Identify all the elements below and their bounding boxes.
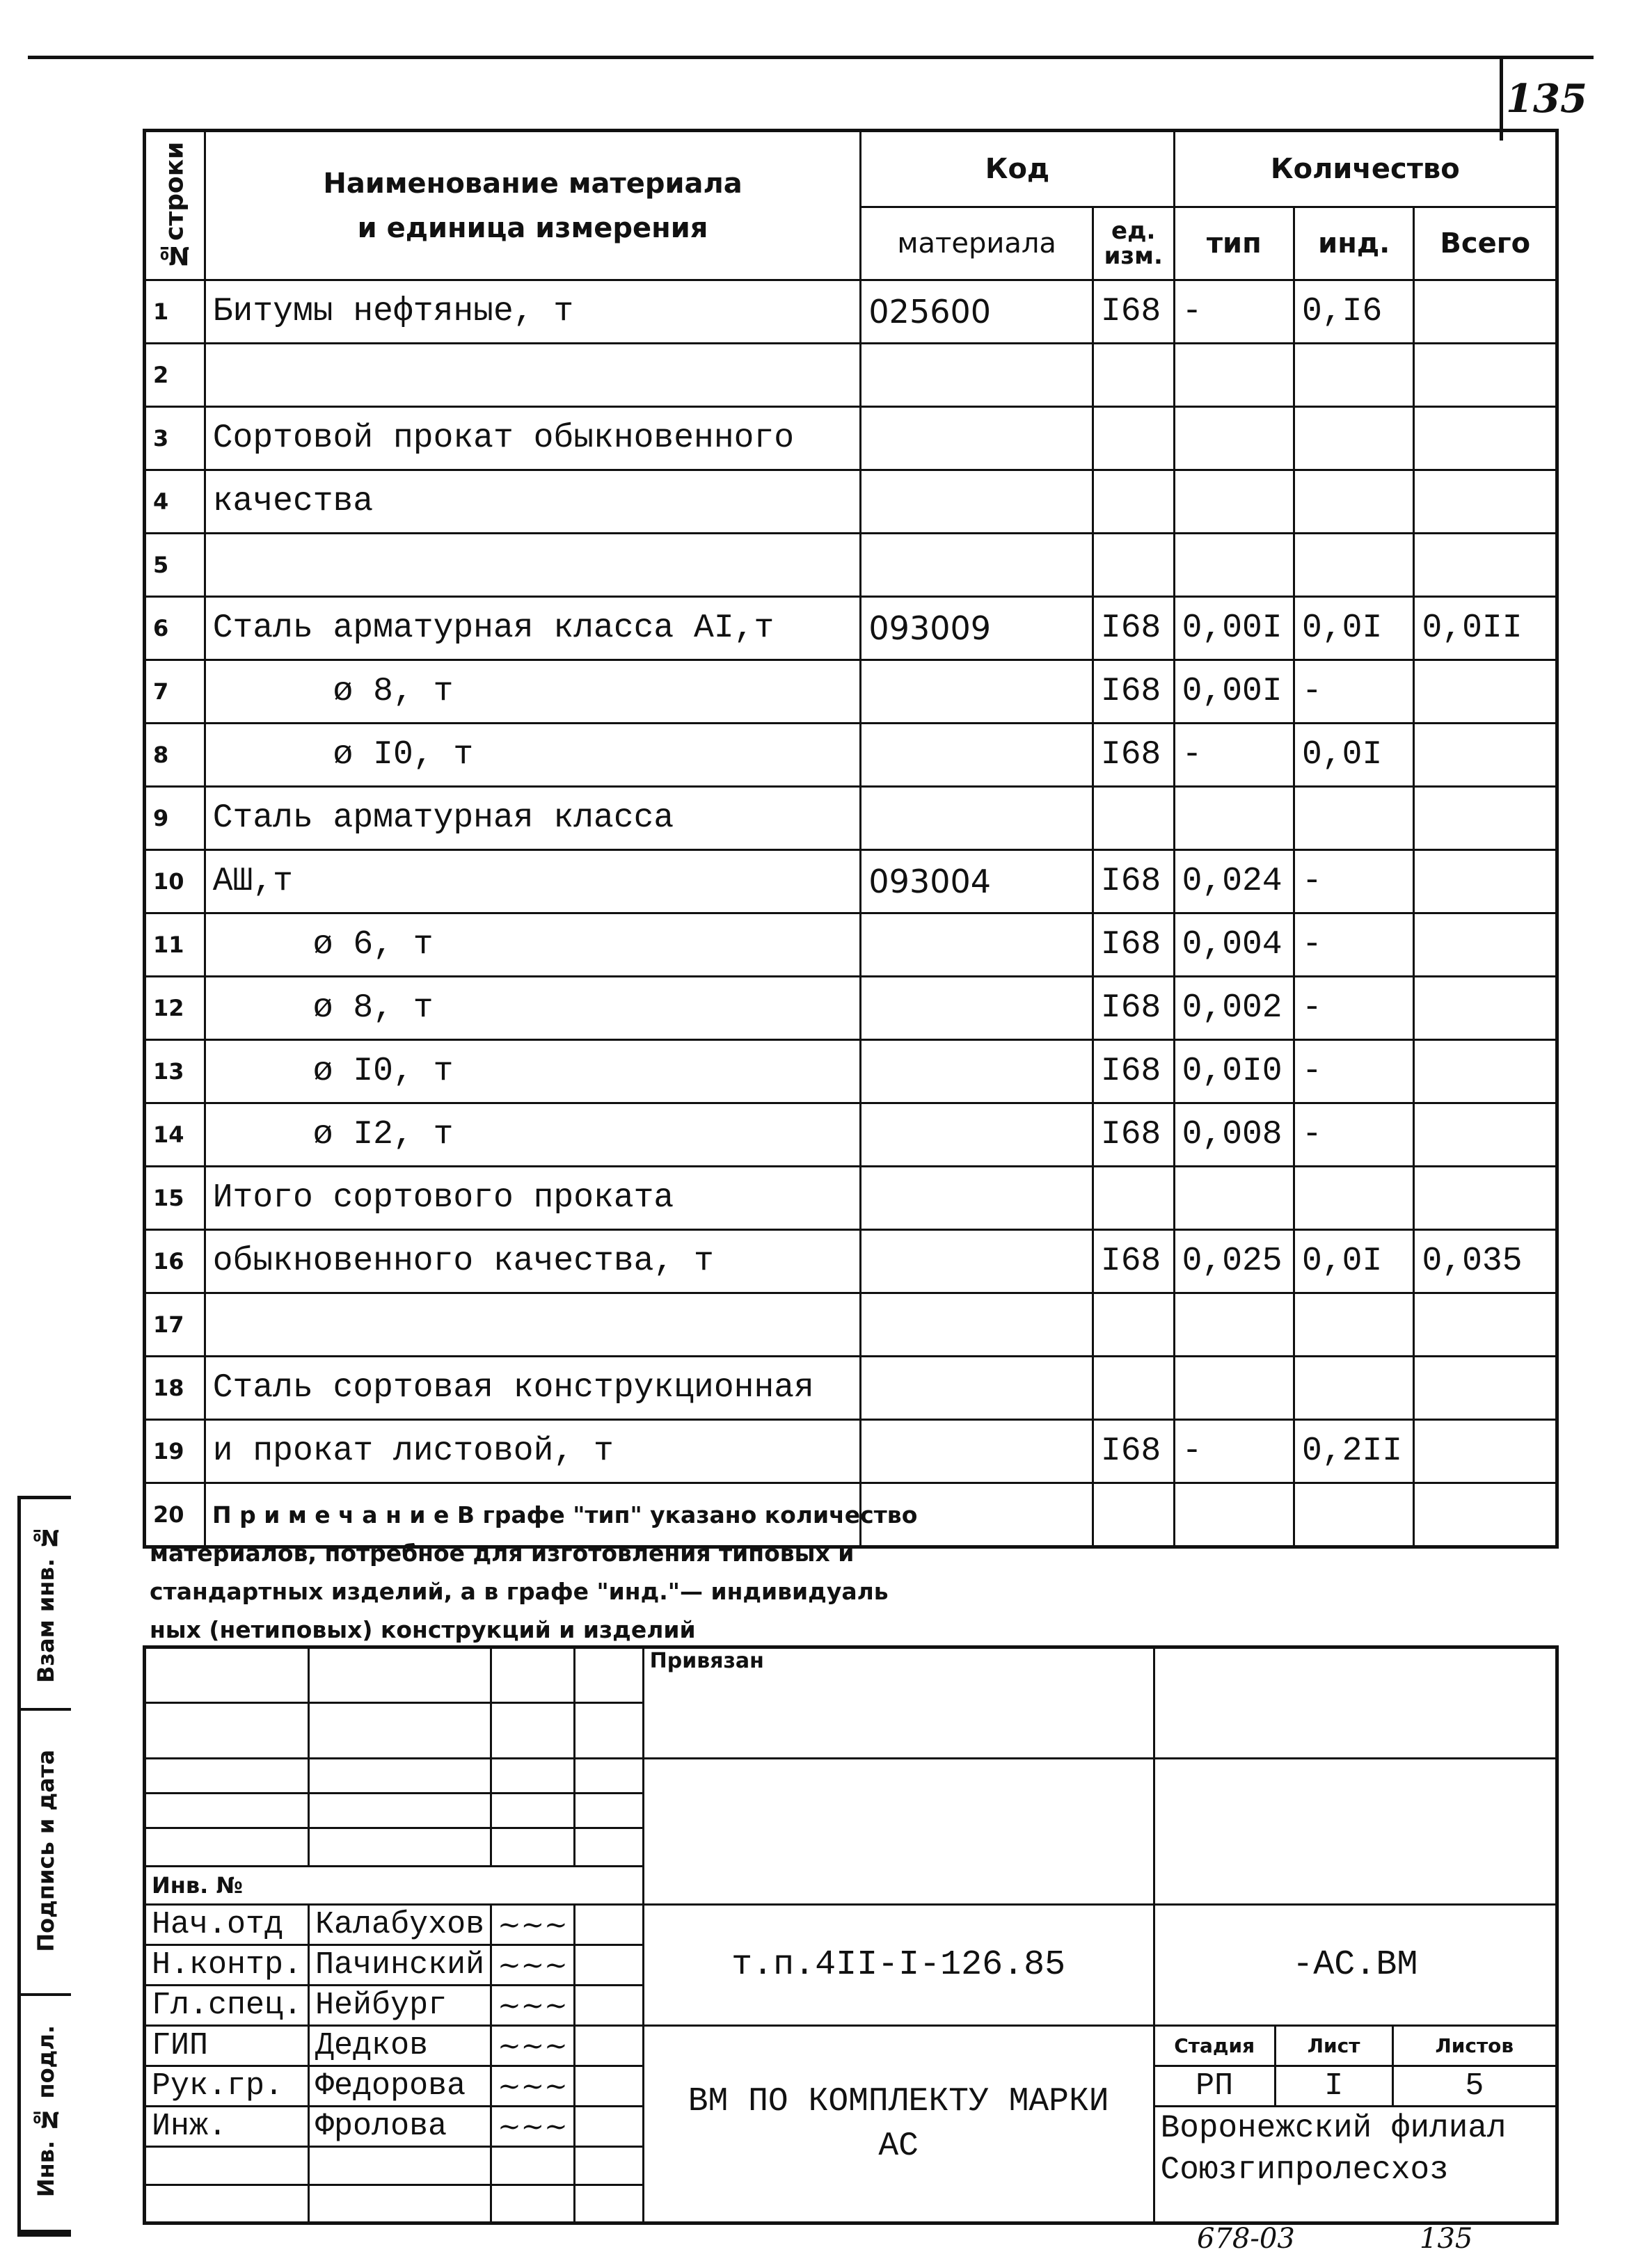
material-code [861, 470, 1093, 534]
staff-name: Федорова [309, 2066, 491, 2107]
total-quantity [1414, 913, 1557, 977]
type-quantity: 0,024 [1174, 850, 1294, 913]
row-number: 13 [145, 1040, 205, 1103]
side-label-podpis: Подпись и дата [33, 1749, 59, 1952]
note-block [150, 1496, 950, 1649]
total-quantity [1414, 1167, 1557, 1230]
table-row [145, 407, 1557, 470]
material-code [861, 660, 1093, 724]
type-quantity [1174, 344, 1294, 407]
ind-quantity: 0,0I [1294, 724, 1414, 787]
inv-number-label: Инв. № [145, 1867, 644, 1905]
row-number: 17 [145, 1293, 205, 1357]
row-number: 19 [145, 1420, 205, 1483]
sheet-value: I [1275, 2066, 1392, 2107]
type-quantity [1174, 1293, 1294, 1357]
ind-quantity: 0,0I [1294, 1230, 1414, 1293]
material-name: Сталь сортовая конструкционная [205, 1357, 861, 1420]
total-quantity [1414, 1357, 1557, 1420]
type-quantity [1174, 1357, 1294, 1420]
material-code [861, 724, 1093, 787]
side-cell-inv-podl [21, 1993, 71, 2233]
ind-quantity: - [1294, 1103, 1414, 1167]
code-header: Код [861, 131, 1174, 207]
type-quantity [1174, 534, 1294, 597]
stage-value: РП [1154, 2066, 1275, 2107]
note-line: ных (нетиповых) конструкций и изделий [150, 1616, 696, 1643]
ind-quantity: - [1294, 977, 1414, 1040]
unit-code: I68 [1093, 597, 1174, 660]
ind-quantity: - [1294, 913, 1414, 977]
type-quantity: 0,00I [1174, 597, 1294, 660]
total-header: Всего [1414, 207, 1557, 280]
staff-name: Фролова [309, 2107, 491, 2147]
material-code [861, 1357, 1093, 1420]
signature: ~~~ [491, 1986, 575, 2026]
unit-code: I68 [1093, 1420, 1174, 1483]
organization-line2: Союзгипролесхоз [1160, 2152, 1449, 2188]
organization [1154, 2107, 1557, 2223]
material-name: Битумы нефтяные, т [205, 280, 861, 344]
organization-line1: Воронежский филиал [1160, 2110, 1507, 2146]
material-name: ø I0, т [205, 1040, 861, 1103]
table-row [145, 977, 1557, 1040]
material-code-header: материала [861, 207, 1093, 280]
type-quantity [1174, 407, 1294, 470]
ind-header: инд. [1294, 207, 1414, 280]
unit-code: I68 [1093, 850, 1174, 913]
bound-label: Привязан [643, 1647, 1154, 1759]
signature: ~~~ [491, 2107, 575, 2147]
material-code [861, 1167, 1093, 1230]
material-name: Сталь арматурная класса AI,т [205, 597, 861, 660]
signature: ~~~ [491, 2026, 575, 2066]
total-quantity [1414, 1420, 1557, 1483]
table-row [145, 344, 1557, 407]
table-row [145, 1040, 1557, 1103]
table-row [145, 913, 1557, 977]
material-name: ø I2, т [205, 1103, 861, 1167]
staff-name: Нейбург [309, 1986, 491, 2026]
total-quantity [1414, 1103, 1557, 1167]
material-code [861, 787, 1093, 850]
note-line: П р и м е ч а н и е В графе "тип" указано количество [212, 1501, 918, 1528]
ind-quantity [1294, 1167, 1414, 1230]
side-stamp [17, 1496, 71, 2237]
table-row [145, 470, 1557, 534]
top-border-line [28, 56, 1594, 59]
total-quantity [1414, 724, 1557, 787]
table-row [145, 1293, 1557, 1357]
material-name: Итого сортового проката [205, 1167, 861, 1230]
type-quantity [1174, 470, 1294, 534]
total-quantity [1414, 1293, 1557, 1357]
note-line: стандартных изделий, а в графе "инд."— индивидуаль [150, 1578, 889, 1605]
ind-quantity: 0,0I [1294, 597, 1414, 660]
material-code: 093004 [861, 850, 1093, 913]
ind-quantity [1294, 1293, 1414, 1357]
material-code [861, 977, 1093, 1040]
material-name: АШ,т [205, 850, 861, 913]
material-name: ø 8, т [205, 977, 861, 1040]
staff-role: ГИП [145, 2026, 309, 2066]
total-quantity [1414, 787, 1557, 850]
total-quantity [1414, 1483, 1557, 1547]
name-header-line2: и единица измерения [357, 211, 708, 244]
staff-role: Нач.отд [145, 1905, 309, 1945]
table-row [145, 660, 1557, 724]
type-quantity: - [1174, 1420, 1294, 1483]
ind-quantity: - [1294, 660, 1414, 724]
total-quantity [1414, 407, 1557, 470]
signature: ~~~ [491, 1945, 575, 1986]
side-cell-podpis [21, 1708, 71, 1996]
table-row [145, 280, 1557, 344]
unit-code [1093, 787, 1174, 850]
document-code-suffix: -АС.ВМ [1154, 1905, 1557, 2026]
ind-quantity [1294, 470, 1414, 534]
type-quantity [1174, 1167, 1294, 1230]
material-name: Сталь арматурная класса [205, 787, 861, 850]
document-title [643, 2026, 1154, 2223]
total-quantity [1414, 1040, 1557, 1103]
material-code [861, 913, 1093, 977]
type-quantity: 0,0I0 [1174, 1040, 1294, 1103]
row-number: 15 [145, 1167, 205, 1230]
type-quantity [1174, 787, 1294, 850]
type-quantity: 0,00I [1174, 660, 1294, 724]
side-label-vzam: Взам инв. № [33, 1524, 59, 1683]
type-header: тип [1174, 207, 1294, 280]
table-row [145, 1103, 1557, 1167]
material-code [861, 344, 1093, 407]
row-number: 11 [145, 913, 205, 977]
type-quantity: - [1174, 724, 1294, 787]
ind-quantity: 0,I6 [1294, 280, 1414, 344]
total-quantity [1414, 850, 1557, 913]
unit-code [1093, 1483, 1174, 1547]
type-quantity: 0,004 [1174, 913, 1294, 977]
ind-quantity [1294, 407, 1414, 470]
unit-code [1093, 534, 1174, 597]
title-block [143, 1645, 1559, 2225]
type-quantity: - [1174, 280, 1294, 344]
type-quantity: 0,025 [1174, 1230, 1294, 1293]
side-cell-vzam [21, 1499, 71, 1711]
total-quantity: 0,0II [1414, 597, 1557, 660]
name-header-line1: Наименование материала [323, 167, 742, 200]
unit-code [1093, 1357, 1174, 1420]
material-name: и прокат листовой, т [205, 1420, 861, 1483]
total-quantity [1414, 977, 1557, 1040]
type-quantity [1174, 1483, 1294, 1547]
staff-role: Н.контр. [145, 1945, 309, 1986]
ind-quantity: 0,2II [1294, 1420, 1414, 1483]
row-number: 12 [145, 977, 205, 1040]
unit-code [1093, 1167, 1174, 1230]
row-number: 4 [145, 470, 205, 534]
document-code [643, 1905, 1154, 2026]
material-code [861, 1103, 1093, 1167]
sheet-label: Лист [1275, 2026, 1392, 2066]
staff-name: Калабухов [309, 1905, 491, 1945]
material-code [861, 407, 1093, 470]
ind-quantity [1294, 1483, 1414, 1547]
type-quantity: 0,008 [1174, 1103, 1294, 1167]
unit-code: I68 [1093, 1040, 1174, 1103]
total-quantity [1414, 344, 1557, 407]
row-number: 6 [145, 597, 205, 660]
name-header [205, 131, 861, 280]
material-name: ø 8, т [205, 660, 861, 724]
row-number: 1 [145, 280, 205, 344]
row-number: 18 [145, 1357, 205, 1420]
ind-quantity: - [1294, 850, 1414, 913]
ind-quantity: - [1294, 1040, 1414, 1103]
table-row [145, 534, 1557, 597]
side-label-inv-podl: Инв. № подл. [33, 2025, 59, 2198]
unit-header: ед. изм. [1093, 207, 1174, 280]
staff-name: Дедков [309, 2026, 491, 2066]
document-code-main: т.п.4II-I-126.85 [731, 1945, 1066, 1985]
material-name: ø 6, т [205, 913, 861, 977]
material-name [205, 1293, 861, 1357]
document-title-line2: АС [878, 2127, 919, 2165]
material-name: Сортовой прокат обыкновенного [205, 407, 861, 470]
staff-role: Рук.гр. [145, 2066, 309, 2107]
row-number: 20 [145, 1483, 205, 1547]
material-name [205, 344, 861, 407]
table-row [145, 1167, 1557, 1230]
row-number: 10 [145, 850, 205, 913]
material-name [205, 534, 861, 597]
row-number: 7 [145, 660, 205, 724]
total-quantity [1414, 280, 1557, 344]
table-row [145, 1420, 1557, 1483]
stage-label: Стадия [1154, 2026, 1275, 2066]
ind-quantity [1294, 344, 1414, 407]
ind-quantity [1294, 534, 1414, 597]
unit-code [1093, 407, 1174, 470]
unit-code [1093, 470, 1174, 534]
material-name: ø I0, т [205, 724, 861, 787]
sheet-number: 135 [1500, 57, 1590, 141]
total-quantity [1414, 470, 1557, 534]
signature: ~~~ [491, 2066, 575, 2107]
type-quantity: 0,002 [1174, 977, 1294, 1040]
unit-code: I68 [1093, 660, 1174, 724]
table-row [145, 724, 1557, 787]
row-number: 2 [145, 344, 205, 407]
footer-code: 678-03 [1197, 2223, 1295, 2255]
table-row [145, 787, 1557, 850]
unit-code: I68 [1093, 977, 1174, 1040]
unit-code: I68 [1093, 1103, 1174, 1167]
unit-code [1093, 344, 1174, 407]
unit-code: I68 [1093, 913, 1174, 977]
sheets-value: 5 [1392, 2066, 1557, 2107]
footer-page: 135 [1420, 2223, 1473, 2255]
ind-quantity [1294, 787, 1414, 850]
material-code [861, 1420, 1093, 1483]
material-name: обыкновенного качества, т [205, 1230, 861, 1293]
unit-code [1093, 1293, 1174, 1357]
table-row [145, 1357, 1557, 1420]
quantity-header: Количество [1174, 131, 1557, 207]
material-name: качества [205, 470, 861, 534]
sheets-label: Листов [1392, 2026, 1557, 2066]
total-quantity [1414, 660, 1557, 724]
row-number-header: №строки [145, 131, 205, 280]
total-quantity [1414, 534, 1557, 597]
material-code [861, 1040, 1093, 1103]
material-code: 025600 [861, 280, 1093, 344]
total-quantity: 0,035 [1414, 1230, 1557, 1293]
unit-code: I68 [1093, 1230, 1174, 1293]
row-number: 9 [145, 787, 205, 850]
row-number: 8 [145, 724, 205, 787]
signature: ~~~ [491, 1905, 575, 1945]
unit-code: I68 [1093, 724, 1174, 787]
table-row [145, 1230, 1557, 1293]
ind-quantity [1294, 1357, 1414, 1420]
table-row [145, 597, 1557, 660]
material-code [861, 534, 1093, 597]
staff-role: Инж. [145, 2107, 309, 2147]
row-number: 16 [145, 1230, 205, 1293]
row-number: 5 [145, 534, 205, 597]
note-line: материалов, потребное для изготовления типовых и [150, 1540, 855, 1567]
material-code: 093009 [861, 597, 1093, 660]
material-code [861, 1230, 1093, 1293]
row-number: 14 [145, 1103, 205, 1167]
material-code [861, 1293, 1093, 1357]
row-number: 3 [145, 407, 205, 470]
unit-code: I68 [1093, 280, 1174, 344]
document-title-line1: ВМ ПО КОМПЛЕКТУ МАРКИ [688, 2083, 1109, 2121]
staff-name: Пачинский [309, 1945, 491, 1986]
table-row [145, 850, 1557, 913]
materials-table [143, 129, 1559, 1549]
staff-role: Гл.спец. [145, 1986, 309, 2026]
